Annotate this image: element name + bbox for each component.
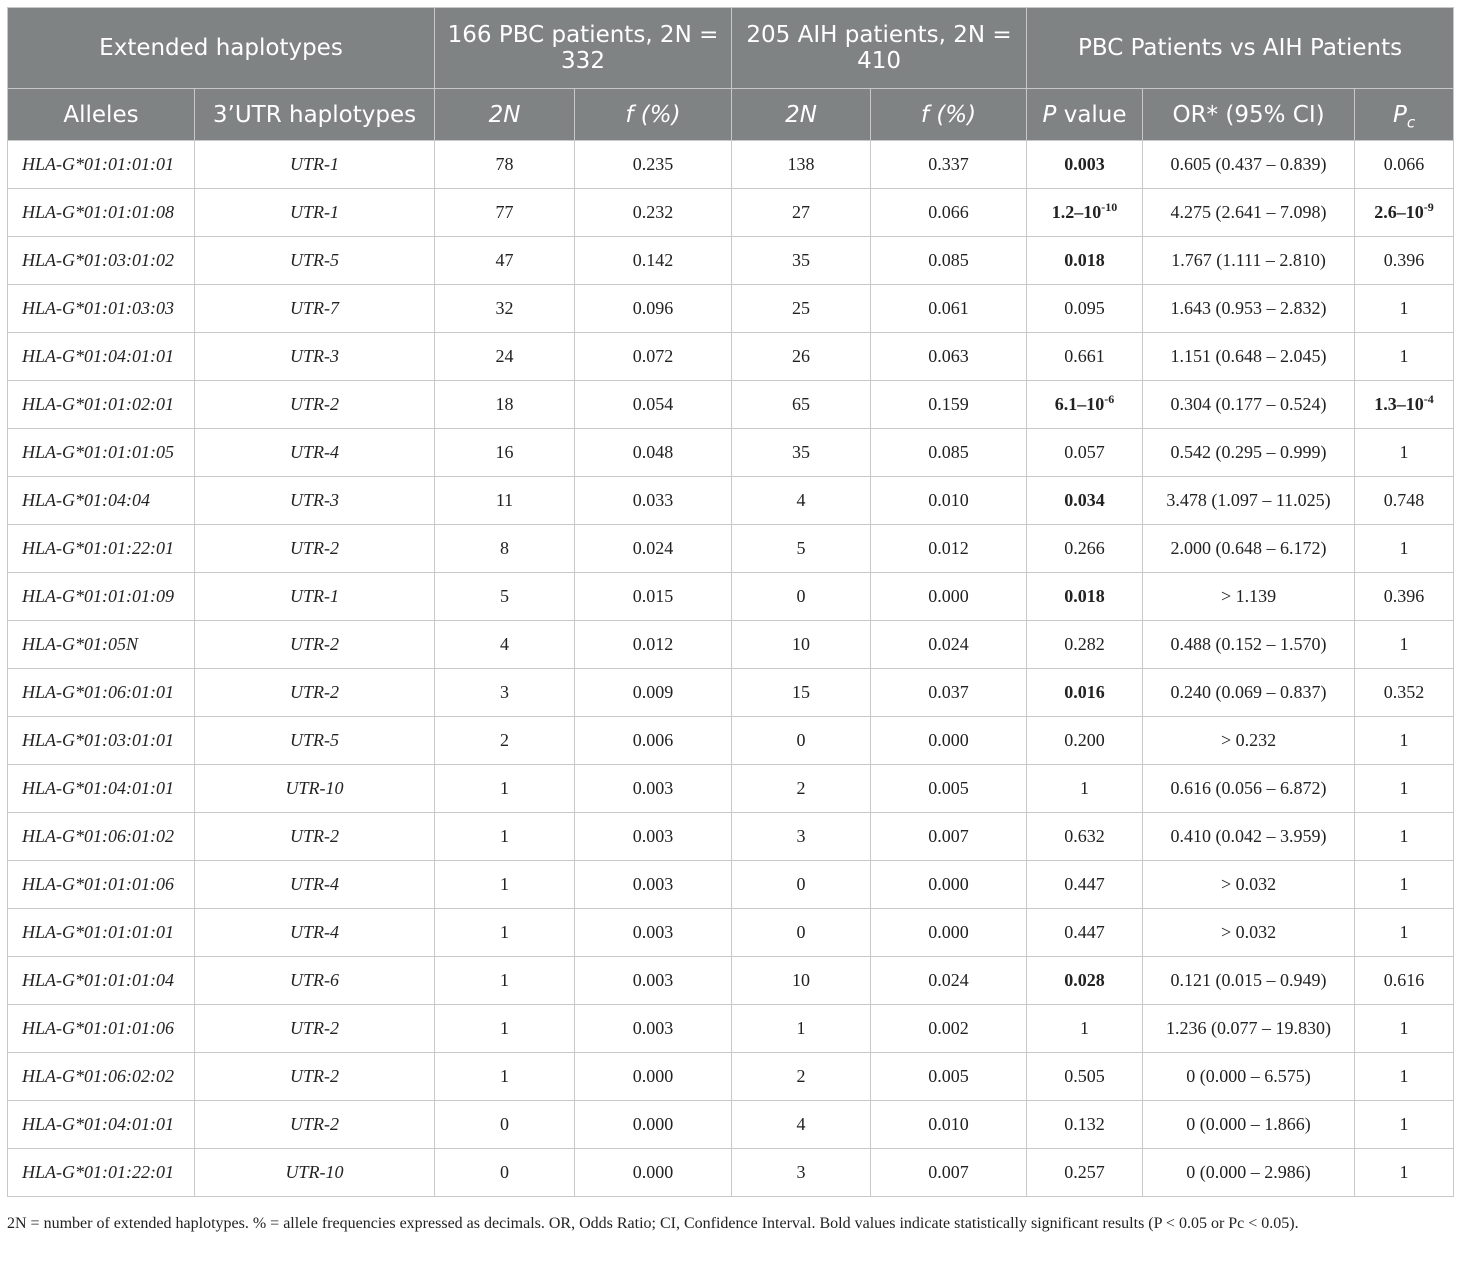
cell-aih-f: 0.010 [871, 1101, 1027, 1149]
cell-pbc-2n: 47 [435, 237, 575, 285]
cell-utr: UTR-2 [195, 669, 435, 717]
cell-allele: HLA-G*01:01:01:08 [8, 189, 195, 237]
cell-utr: UTR-10 [195, 765, 435, 813]
cell-aih-2n: 26 [732, 333, 871, 381]
col-aih-2n [732, 89, 871, 141]
table-row [8, 1101, 1454, 1149]
col-pbc-2n-label: 2N [488, 101, 521, 128]
cell-aih-f: 0.085 [871, 237, 1027, 285]
cell-or-ci: 0 (0.000 – 6.575) [1143, 1053, 1355, 1101]
cell-allele: HLA-G*01:01:01:06 [8, 1005, 195, 1053]
cell-pc-exponent: -9 [1423, 200, 1434, 214]
cell-pc: 1 [1355, 429, 1454, 477]
cell-aih-2n: 0 [732, 861, 871, 909]
cell-pbc-f: 0.235 [575, 141, 732, 189]
table-row [8, 909, 1454, 957]
table-row [8, 1149, 1454, 1197]
cell-pbc-2n: 1 [435, 1005, 575, 1053]
cell-p-value: 1 [1027, 765, 1143, 813]
cell-aih-f: 0.061 [871, 285, 1027, 333]
cell-p-value: 0.282 [1027, 621, 1143, 669]
cell-or-ci: 1.643 (0.953 – 2.832) [1143, 285, 1355, 333]
cell-pbc-f: 0.006 [575, 717, 732, 765]
cell-pc: 1 [1355, 1053, 1454, 1101]
cell-p-value: 0.003 [1027, 141, 1143, 189]
cell-aih-f: 0.005 [871, 765, 1027, 813]
cell-allele: HLA-G*01:06:02:02 [8, 1053, 195, 1101]
cell-pbc-f: 0.012 [575, 621, 732, 669]
cell-p-value: 0.034 [1027, 477, 1143, 525]
table-footnote: 2N = number of extended haplotypes. % = allele frequencies expressed as decimals. OR, Odds Ratio; CI, Confidence Interval. Bold values indicate statistically significant results (P < 0.05 or Pc < 0.05). [7, 1215, 1299, 1232]
cell-aih-2n: 0 [732, 909, 871, 957]
table-row [8, 765, 1454, 813]
cell-pbc-f: 0.003 [575, 813, 732, 861]
table-row [8, 477, 1454, 525]
cell-or-ci: 0.542 (0.295 – 0.999) [1143, 429, 1355, 477]
cell-allele: HLA-G*01:01:22:01 [8, 1149, 195, 1197]
cell-utr: UTR-2 [195, 1053, 435, 1101]
cell-aih-f: 0.337 [871, 141, 1027, 189]
cell-pbc-2n: 0 [435, 1101, 575, 1149]
cell-utr: UTR-2 [195, 1101, 435, 1149]
cell-aih-f: 0.010 [871, 477, 1027, 525]
col-pbc-2n [435, 89, 575, 141]
cell-aih-2n: 0 [732, 573, 871, 621]
cell-pbc-2n: 1 [435, 957, 575, 1005]
cell-aih-2n: 5 [732, 525, 871, 573]
cell-aih-f: 0.024 [871, 621, 1027, 669]
header-extended-haplotypes: Extended haplotypes [8, 8, 435, 89]
cell-or-ci: 3.478 (1.097 – 11.025) [1143, 477, 1355, 525]
cell-or-ci: 0 (0.000 – 2.986) [1143, 1149, 1355, 1197]
cell-p-value-exponent: -6 [1104, 392, 1115, 406]
cell-pbc-2n: 0 [435, 1149, 575, 1197]
cell-pc: 0.352 [1355, 669, 1454, 717]
cell-pc-base: 1.3–10 [1374, 394, 1424, 414]
cell-allele: HLA-G*01:03:01:01 [8, 717, 195, 765]
cell-pc: 1 [1355, 621, 1454, 669]
cell-pbc-f: 0.072 [575, 333, 732, 381]
cell-p-value: 0.447 [1027, 909, 1143, 957]
cell-utr: UTR-4 [195, 909, 435, 957]
cell-aih-f: 0.066 [871, 189, 1027, 237]
cell-pc: 1 [1355, 525, 1454, 573]
cell-aih-f: 0.024 [871, 957, 1027, 1005]
cell-aih-2n: 2 [732, 765, 871, 813]
cell-p-value: 0.018 [1027, 237, 1143, 285]
cell-pbc-2n: 2 [435, 717, 575, 765]
cell-utr: UTR-10 [195, 1149, 435, 1197]
col-pbc-f-label: f (%) [625, 101, 681, 128]
cell-or-ci: > 0.032 [1143, 909, 1355, 957]
cell-pbc-2n: 24 [435, 333, 575, 381]
cell-aih-f: 0.000 [871, 573, 1027, 621]
cell-pc [1355, 189, 1454, 237]
col-aih-f-label: f (%) [920, 101, 977, 128]
cell-aih-2n: 35 [732, 237, 871, 285]
cell-p-value: 0.028 [1027, 957, 1143, 1005]
cell-allele: HLA-G*01:01:01:09 [8, 573, 195, 621]
cell-utr: UTR-7 [195, 285, 435, 333]
header-pbc-patients: 166 PBC patients, 2N = 332 [435, 8, 732, 89]
cell-aih-2n: 138 [732, 141, 871, 189]
cell-pbc-f: 0.000 [575, 1101, 732, 1149]
cell-pbc-f: 0.003 [575, 765, 732, 813]
cell-aih-2n: 4 [732, 477, 871, 525]
cell-utr: UTR-2 [195, 1005, 435, 1053]
cell-pc-base: 2.6–10 [1374, 202, 1424, 222]
cell-pc-exponent: -4 [1423, 392, 1434, 406]
cell-allele: HLA-G*01:03:01:02 [8, 237, 195, 285]
cell-or-ci: 0.605 (0.437 – 0.839) [1143, 141, 1355, 189]
cell-pc: 1 [1355, 1101, 1454, 1149]
cell-pc: 0.066 [1355, 141, 1454, 189]
cell-allele: HLA-G*01:01:01:01 [8, 909, 195, 957]
col-pc-sub: c [1406, 113, 1416, 132]
table-row [8, 621, 1454, 669]
cell-allele: HLA-G*01:01:22:01 [8, 525, 195, 573]
cell-p-value: 0.447 [1027, 861, 1143, 909]
cell-p-value: 0.095 [1027, 285, 1143, 333]
cell-or-ci: > 0.032 [1143, 861, 1355, 909]
cell-pbc-f: 0.003 [575, 909, 732, 957]
cell-pbc-2n: 16 [435, 429, 575, 477]
table-row [8, 1053, 1454, 1101]
cell-pbc-f: 0.009 [575, 669, 732, 717]
cell-aih-2n: 0 [732, 717, 871, 765]
col-p-value-rest: value [1056, 101, 1127, 128]
cell-p-value: 0.200 [1027, 717, 1143, 765]
cell-aih-f: 0.007 [871, 813, 1027, 861]
cell-or-ci: 1.236 (0.077 – 19.830) [1143, 1005, 1355, 1053]
cell-pc: 1 [1355, 813, 1454, 861]
cell-aih-f: 0.085 [871, 429, 1027, 477]
cell-utr: UTR-2 [195, 621, 435, 669]
cell-pc: 0.616 [1355, 957, 1454, 1005]
cell-utr: UTR-5 [195, 717, 435, 765]
cell-pc: 1 [1355, 717, 1454, 765]
cell-p-value [1027, 189, 1143, 237]
cell-pc: 1 [1355, 909, 1454, 957]
cell-or-ci: 0.488 (0.152 – 1.570) [1143, 621, 1355, 669]
cell-pbc-2n: 77 [435, 189, 575, 237]
table-row [8, 1005, 1454, 1053]
table-row [8, 333, 1454, 381]
table-row [8, 141, 1454, 189]
cell-aih-2n: 3 [732, 813, 871, 861]
table-row [8, 381, 1454, 429]
cell-pbc-f: 0.033 [575, 477, 732, 525]
cell-pc: 0.396 [1355, 573, 1454, 621]
header-comparison: PBC Patients vs AIH Patients [1027, 8, 1454, 89]
cell-utr: UTR-6 [195, 957, 435, 1005]
cell-allele: HLA-G*01:04:01:01 [8, 333, 195, 381]
cell-or-ci: 0.304 (0.177 – 0.524) [1143, 381, 1355, 429]
cell-or-ci: 0.240 (0.069 – 0.837) [1143, 669, 1355, 717]
cell-aih-f: 0.159 [871, 381, 1027, 429]
table-row [8, 429, 1454, 477]
table-row [8, 525, 1454, 573]
cell-pbc-f: 0.142 [575, 237, 732, 285]
cell-allele: HLA-G*01:06:01:01 [8, 669, 195, 717]
cell-pc: 1 [1355, 333, 1454, 381]
cell-pbc-2n: 1 [435, 1053, 575, 1101]
col-pc-main: P [1392, 101, 1407, 128]
cell-allele: HLA-G*01:01:03:03 [8, 285, 195, 333]
cell-allele: HLA-G*01:05N [8, 621, 195, 669]
cell-aih-f: 0.000 [871, 861, 1027, 909]
cell-utr: UTR-4 [195, 861, 435, 909]
haplotype-table [7, 7, 1454, 1197]
cell-utr: UTR-2 [195, 381, 435, 429]
cell-or-ci: 0.410 (0.042 – 3.959) [1143, 813, 1355, 861]
col-utr-haplotypes: 3’UTR haplotypes [195, 89, 435, 141]
cell-utr: UTR-1 [195, 189, 435, 237]
cell-aih-f: 0.063 [871, 333, 1027, 381]
cell-aih-2n: 25 [732, 285, 871, 333]
cell-aih-2n: 10 [732, 957, 871, 1005]
cell-pc: 0.396 [1355, 237, 1454, 285]
cell-pc: 1 [1355, 861, 1454, 909]
cell-pc: 0.748 [1355, 477, 1454, 525]
cell-p-value: 0.266 [1027, 525, 1143, 573]
cell-aih-f: 0.005 [871, 1053, 1027, 1101]
cell-or-ci: > 0.232 [1143, 717, 1355, 765]
cell-pbc-2n: 4 [435, 621, 575, 669]
cell-p-value: 1 [1027, 1005, 1143, 1053]
table-row [8, 189, 1454, 237]
cell-p-value: 0.632 [1027, 813, 1143, 861]
cell-pbc-f: 0.048 [575, 429, 732, 477]
cell-allele: HLA-G*01:01:01:01 [8, 141, 195, 189]
header-group-row [8, 8, 1454, 89]
cell-pbc-2n: 1 [435, 861, 575, 909]
cell-or-ci: 0.616 (0.056 – 6.872) [1143, 765, 1355, 813]
cell-aih-2n: 35 [732, 429, 871, 477]
cell-pbc-f: 0.000 [575, 1149, 732, 1197]
cell-aih-f: 0.000 [871, 717, 1027, 765]
col-p-value [1027, 89, 1143, 141]
cell-or-ci: 0 (0.000 – 1.866) [1143, 1101, 1355, 1149]
table-row [8, 669, 1454, 717]
cell-pbc-f: 0.232 [575, 189, 732, 237]
col-alleles: Alleles [8, 89, 195, 141]
cell-pbc-f: 0.096 [575, 285, 732, 333]
cell-allele: HLA-G*01:04:01:01 [8, 1101, 195, 1149]
cell-aih-2n: 4 [732, 1101, 871, 1149]
table-row [8, 861, 1454, 909]
cell-aih-2n: 15 [732, 669, 871, 717]
cell-pbc-2n: 3 [435, 669, 575, 717]
table-row [8, 813, 1454, 861]
cell-p-value [1027, 381, 1143, 429]
cell-p-value: 0.257 [1027, 1149, 1143, 1197]
cell-utr: UTR-1 [195, 141, 435, 189]
col-p-value-italic: P [1042, 101, 1057, 128]
cell-or-ci: 0.121 (0.015 – 0.949) [1143, 957, 1355, 1005]
cell-allele: HLA-G*01:01:01:05 [8, 429, 195, 477]
cell-allele: HLA-G*01:04:01:01 [8, 765, 195, 813]
cell-utr: UTR-4 [195, 429, 435, 477]
cell-aih-f: 0.012 [871, 525, 1027, 573]
cell-aih-2n: 1 [732, 1005, 871, 1053]
cell-p-value-base: 6.1–10 [1054, 394, 1105, 414]
cell-allele: HLA-G*01:01:01:06 [8, 861, 195, 909]
cell-pbc-2n: 78 [435, 141, 575, 189]
cell-utr: UTR-1 [195, 573, 435, 621]
cell-or-ci: 4.275 (2.641 – 7.098) [1143, 189, 1355, 237]
cell-pbc-f: 0.015 [575, 573, 732, 621]
cell-pc: 1 [1355, 765, 1454, 813]
cell-pc: 1 [1355, 1149, 1454, 1197]
column-header-row [8, 89, 1454, 141]
col-aih-2n-label: 2N [785, 101, 817, 128]
header-aih-patients: 205 AIH patients, 2N = 410 [732, 8, 1027, 89]
cell-pbc-f: 0.003 [575, 957, 732, 1005]
cell-aih-f: 0.007 [871, 1149, 1027, 1197]
col-pc [1355, 89, 1454, 141]
cell-pbc-2n: 1 [435, 765, 575, 813]
cell-p-value: 0.018 [1027, 573, 1143, 621]
cell-or-ci: 1.767 (1.111 – 2.810) [1143, 237, 1355, 285]
cell-allele: HLA-G*01:04:04 [8, 477, 195, 525]
col-or-ci: OR* (95% CI) [1143, 89, 1355, 141]
table-body [8, 141, 1454, 1197]
cell-pbc-2n: 32 [435, 285, 575, 333]
cell-utr: UTR-3 [195, 477, 435, 525]
cell-p-value: 0.132 [1027, 1101, 1143, 1149]
table-row [8, 957, 1454, 1005]
cell-utr: UTR-3 [195, 333, 435, 381]
cell-p-value-exponent: -10 [1101, 200, 1118, 214]
cell-pbc-f: 0.003 [575, 861, 732, 909]
cell-p-value: 0.505 [1027, 1053, 1143, 1101]
cell-aih-f: 0.000 [871, 909, 1027, 957]
col-pbc-f [575, 89, 732, 141]
cell-aih-f: 0.037 [871, 669, 1027, 717]
cell-or-ci: > 1.139 [1143, 573, 1355, 621]
cell-pc: 1 [1355, 1005, 1454, 1053]
cell-pbc-f: 0.024 [575, 525, 732, 573]
cell-utr: UTR-2 [195, 525, 435, 573]
cell-or-ci: 2.000 (0.648 – 6.172) [1143, 525, 1355, 573]
table-row [8, 717, 1454, 765]
table-row [8, 237, 1454, 285]
cell-p-value-base: 1.2–10 [1051, 202, 1102, 222]
cell-p-value: 0.661 [1027, 333, 1143, 381]
cell-allele: HLA-G*01:06:01:02 [8, 813, 195, 861]
cell-or-ci: 1.151 (0.648 – 2.045) [1143, 333, 1355, 381]
cell-p-value: 0.057 [1027, 429, 1143, 477]
cell-utr: UTR-2 [195, 813, 435, 861]
cell-aih-2n: 2 [732, 1053, 871, 1101]
table-row [8, 573, 1454, 621]
cell-aih-2n: 10 [732, 621, 871, 669]
cell-pc: 1 [1355, 285, 1454, 333]
cell-aih-2n: 27 [732, 189, 871, 237]
cell-pbc-2n: 8 [435, 525, 575, 573]
cell-allele: HLA-G*01:01:01:04 [8, 957, 195, 1005]
cell-aih-2n: 3 [732, 1149, 871, 1197]
cell-aih-f: 0.002 [871, 1005, 1027, 1053]
cell-allele: HLA-G*01:01:02:01 [8, 381, 195, 429]
cell-pc [1355, 381, 1454, 429]
cell-pbc-2n: 5 [435, 573, 575, 621]
table-row [8, 285, 1454, 333]
cell-pbc-f: 0.000 [575, 1053, 732, 1101]
cell-pbc-2n: 11 [435, 477, 575, 525]
col-aih-f [871, 89, 1027, 141]
cell-pbc-f: 0.054 [575, 381, 732, 429]
table-header [8, 8, 1454, 141]
cell-pbc-2n: 18 [435, 381, 575, 429]
cell-pbc-f: 0.003 [575, 1005, 732, 1053]
cell-aih-2n: 65 [732, 381, 871, 429]
cell-pbc-2n: 1 [435, 813, 575, 861]
cell-p-value: 0.016 [1027, 669, 1143, 717]
cell-utr: UTR-5 [195, 237, 435, 285]
cell-pbc-2n: 1 [435, 909, 575, 957]
